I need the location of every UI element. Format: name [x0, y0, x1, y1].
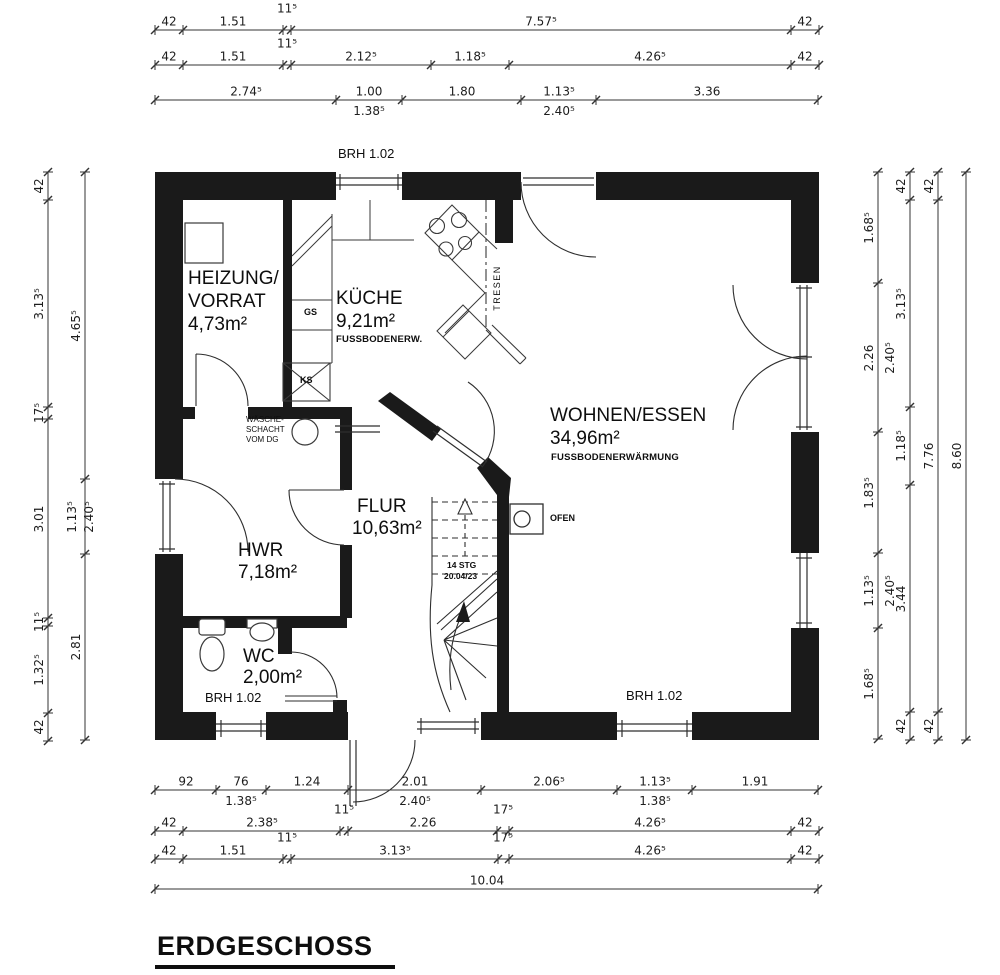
- dim-label: 2.38⁵: [246, 815, 278, 830]
- dim-label: 2.40⁵: [543, 103, 575, 118]
- dim-label: 2.06⁵: [533, 774, 565, 789]
- sink-icon: [247, 619, 277, 641]
- dim-label: 2.74⁵: [230, 84, 262, 99]
- dim-label: 11⁵: [32, 611, 46, 633]
- dim-label: 4.26⁵: [634, 843, 666, 858]
- dim-label: 1.13⁵: [862, 575, 876, 607]
- dim-label: 10.04: [469, 873, 505, 888]
- room-area-kueche: 9,21m²: [336, 311, 396, 332]
- dim-label: 92: [178, 774, 194, 789]
- dim-label: 42: [797, 815, 813, 830]
- dim-label: 17⁵: [492, 830, 514, 845]
- dim-label: 2.40⁵: [82, 501, 96, 533]
- room-label-kueche: KÜCHE: [336, 288, 403, 309]
- boiler-icon: [185, 223, 223, 263]
- dim-label: 42: [32, 178, 46, 194]
- dim-label: 42: [161, 14, 177, 29]
- dim-label: 42: [161, 49, 177, 64]
- brh-label-top: BRH 1.02: [338, 146, 395, 161]
- room-area-flur: 10,63m²: [352, 518, 422, 539]
- laundry-chute-icon: [292, 419, 318, 445]
- dim-label: 42: [797, 14, 813, 29]
- dim-label: 17⁵: [492, 802, 514, 817]
- dim-label: 1.32⁵: [32, 654, 46, 686]
- dim-label: 1.83⁵: [862, 477, 876, 509]
- room-label-hwr: HWR: [238, 540, 284, 561]
- dim-label: 1.13⁵: [639, 774, 671, 789]
- room-area-wohnen: 34,96m²: [550, 428, 620, 449]
- dim-label: 42: [161, 815, 177, 830]
- dim-label: 1.18⁵: [894, 430, 908, 462]
- dim-label: 42: [32, 719, 46, 735]
- dim-label: 2.01: [401, 774, 429, 789]
- dim-label: 7.57⁵: [525, 14, 557, 29]
- dim-label: 1.38⁵: [639, 793, 671, 808]
- ks-label: KS: [300, 375, 313, 385]
- room-area-hwr: 7,18m²: [238, 562, 298, 583]
- dim-label: 2.26: [862, 344, 876, 372]
- room-label-flur: FLUR: [357, 496, 407, 517]
- dim-label: 1.51: [219, 843, 247, 858]
- dim-label: 1.38⁵: [353, 103, 385, 118]
- stove-icon: [425, 205, 479, 260]
- dim-label: 7.76: [922, 442, 936, 470]
- page-title: ERDGESCHOSS: [155, 931, 395, 969]
- dim-label: 4.26⁵: [634, 49, 666, 64]
- dim-label: 1.51: [219, 49, 247, 64]
- dim-label: 3.36: [693, 84, 721, 99]
- ofen-label: OFEN: [550, 513, 576, 523]
- brh-label-living: BRH 1.02: [626, 688, 683, 703]
- dim-label: 4.26⁵: [634, 815, 666, 830]
- room-label-wc: WC: [243, 646, 275, 667]
- room-area-heizung: 4,73m²: [188, 314, 248, 335]
- dim-label: 3.13⁵: [894, 288, 908, 320]
- room-note-kueche: FUSSBODENERW.: [336, 334, 423, 345]
- dim-label: 42: [797, 49, 813, 64]
- dim-label: 4.65⁵: [69, 310, 83, 342]
- dim-label: 1.13⁵: [543, 84, 575, 99]
- room-label-heizung-2: VORRAT: [188, 291, 266, 312]
- dim-label: 11⁵: [276, 36, 298, 51]
- dim-label: 11⁵: [333, 802, 355, 817]
- dim-label: 2.26: [409, 815, 437, 830]
- dim-label: 42: [922, 718, 936, 734]
- room-note-wohnen: FUSSBODENERWÄRMUNG: [551, 452, 679, 463]
- waesche-label-3: VOM DG: [246, 435, 279, 444]
- dim-label: 42: [894, 718, 908, 734]
- dim-label: 3.01: [32, 505, 46, 533]
- gs-label: GS: [304, 307, 318, 317]
- dim-label: 42: [161, 843, 177, 858]
- room-label-wohnen: WOHNEN/ESSEN: [550, 405, 707, 426]
- staircase: [430, 497, 497, 712]
- dim-label: 1.18⁵: [454, 49, 486, 64]
- dim-label: 1.91: [741, 774, 769, 789]
- dim-label: 11⁵: [276, 830, 298, 845]
- dim-label: 2.40⁵: [883, 575, 897, 607]
- dim-label: 1.38⁵: [225, 793, 257, 808]
- room-label-heizung: HEIZUNG/: [188, 268, 279, 289]
- oven-icon: [510, 504, 543, 534]
- waesche-label-2: SCHACHT: [246, 425, 285, 434]
- dim-label: 2.40⁵: [883, 342, 897, 374]
- dim-label: 1.00: [355, 84, 383, 99]
- dim-label: 42: [797, 843, 813, 858]
- dim-label: 17⁵: [32, 402, 46, 424]
- waesche-label-1: WÄSCHE-: [246, 415, 284, 424]
- stairs-date-label: 20.04/23: [444, 571, 478, 581]
- dim-label: 1.68⁵: [862, 668, 876, 700]
- dim-label: 1.68⁵: [862, 212, 876, 244]
- dim-label: 1.80: [448, 84, 476, 99]
- dim-label: 3.44: [894, 585, 908, 613]
- tresen-label: TRESEN: [492, 265, 502, 311]
- toilet-icon: [199, 619, 225, 671]
- dim-label: 42: [922, 178, 936, 194]
- dim-label: 42: [894, 178, 908, 194]
- dim-label: 2.40⁵: [399, 793, 431, 808]
- brh-label-wc: BRH 1.02: [205, 690, 262, 705]
- dim-label: 3.13⁵: [32, 288, 46, 320]
- dim-label: 8.60: [950, 442, 964, 470]
- dim-label: 2.81: [69, 633, 83, 661]
- room-area-wc: 2,00m²: [243, 667, 303, 688]
- dim-label: 1.24: [293, 774, 321, 789]
- dim-label: 76: [233, 774, 249, 789]
- dim-label: 1.51: [219, 14, 247, 29]
- dim-label: 3.13⁵: [379, 843, 411, 858]
- dim-label: 1.13⁵: [65, 501, 79, 533]
- dim-label: 11⁵: [276, 1, 298, 16]
- dim-label: 2.12⁵: [345, 49, 377, 64]
- stairs-steps-label: 14 STG: [447, 560, 477, 570]
